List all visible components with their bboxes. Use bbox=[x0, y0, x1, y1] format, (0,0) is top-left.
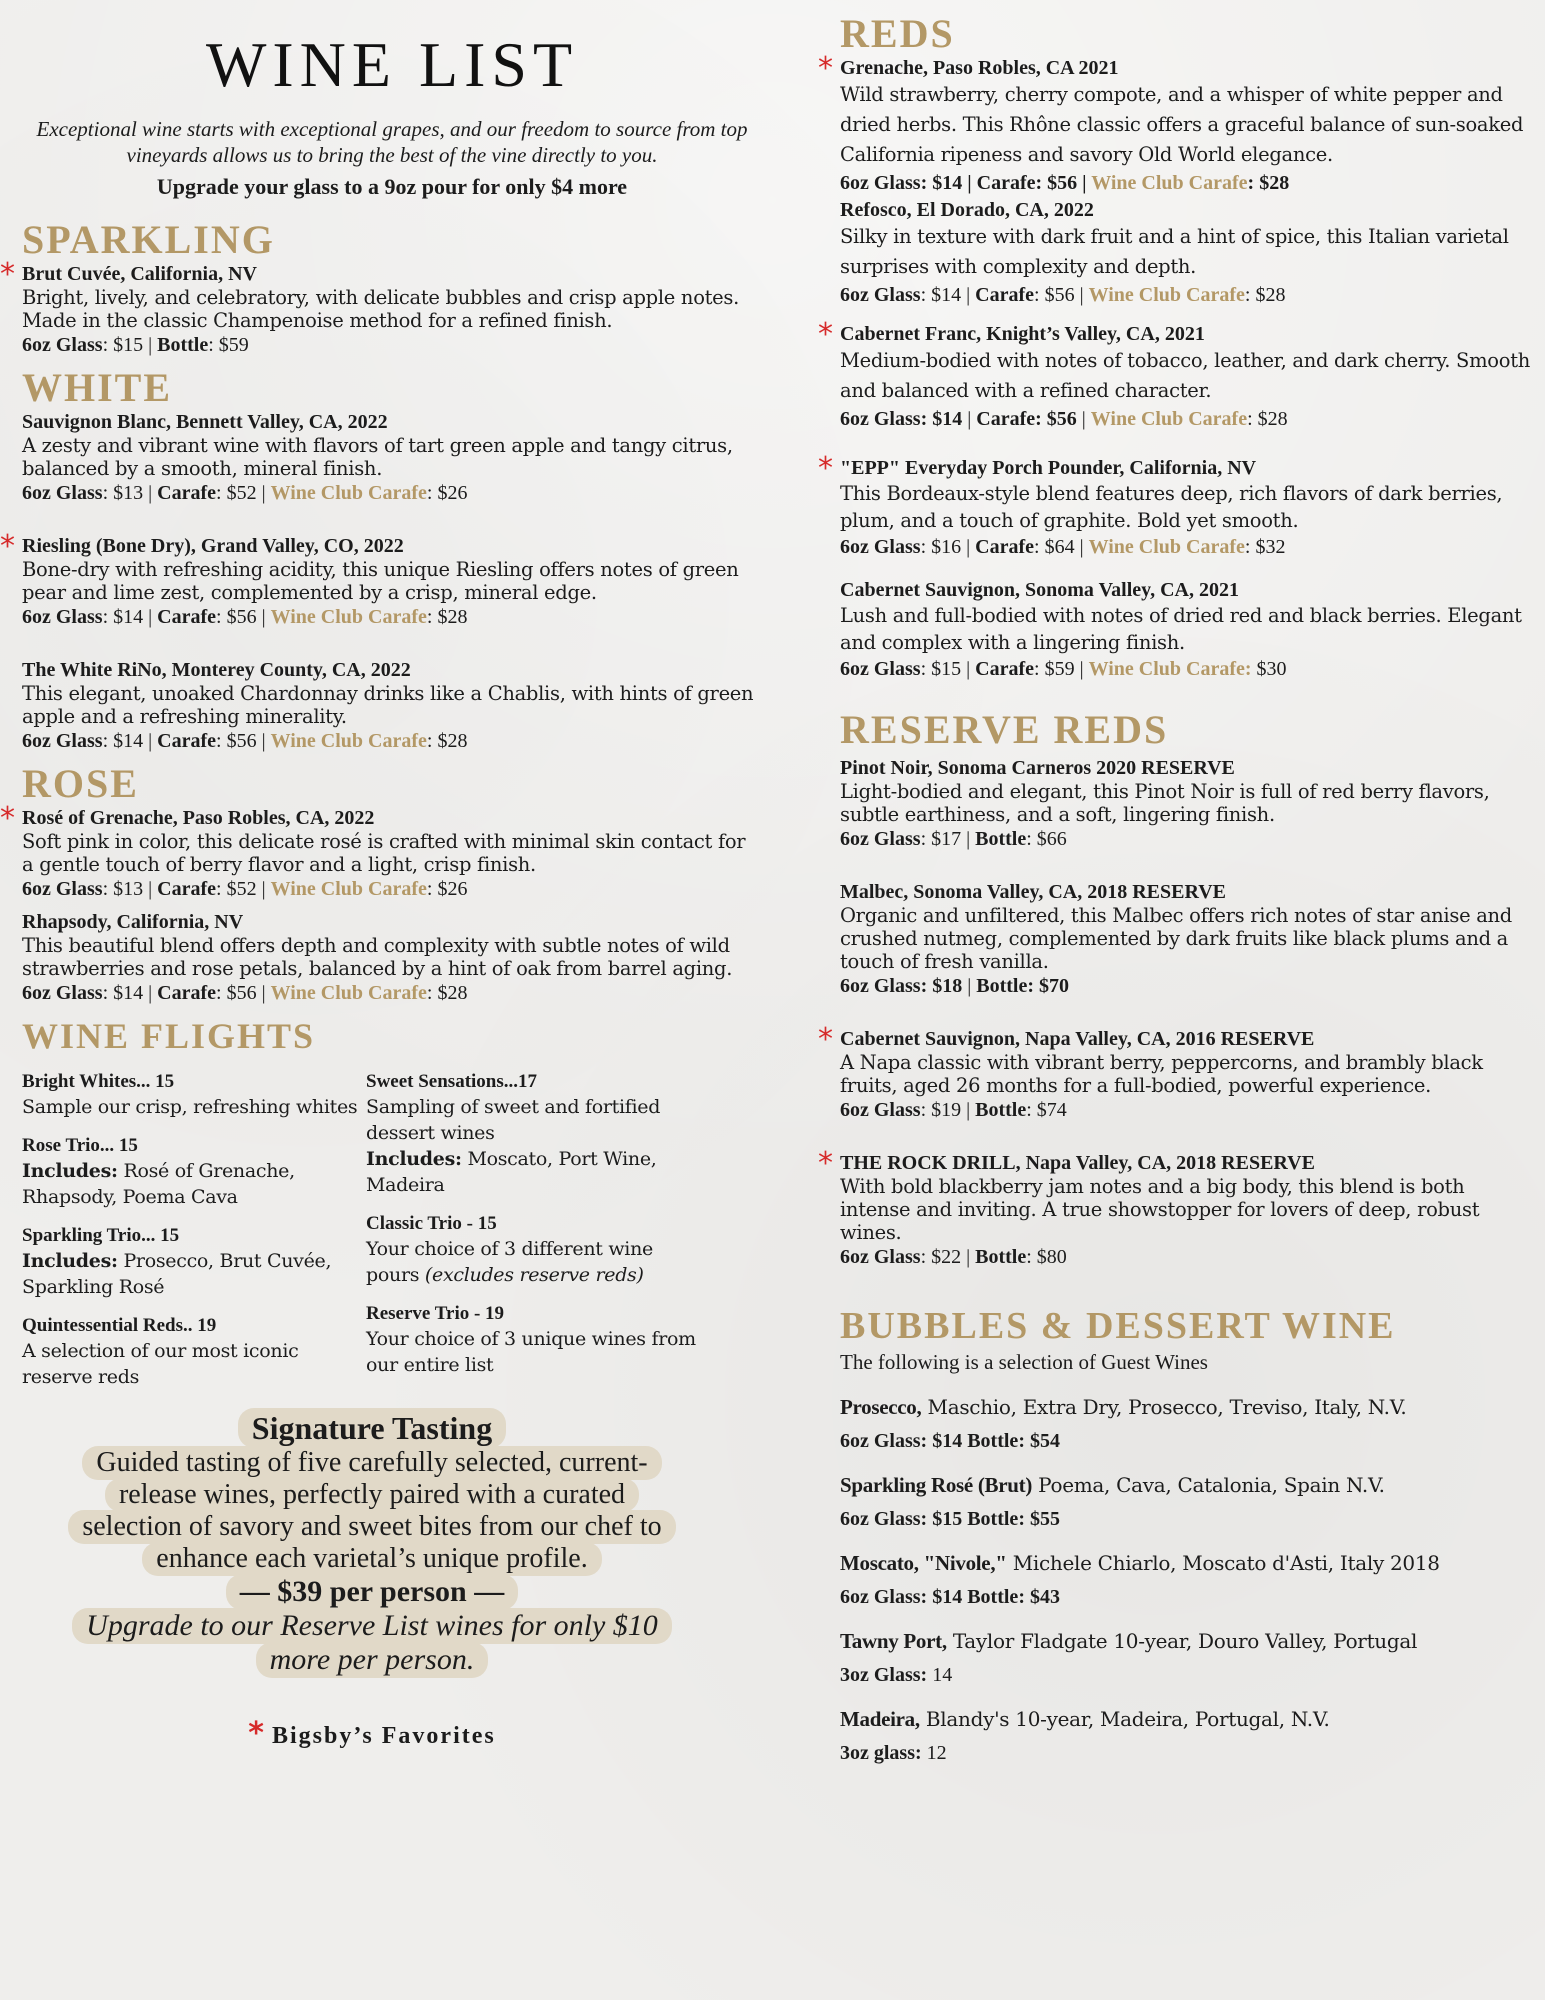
signature-line: release wines, perfectly paired with a curated bbox=[105, 1478, 639, 1512]
guest-wine-item bbox=[840, 1624, 1530, 1692]
flight-includes: Includes: Moscato, Port Wine, Madeira bbox=[366, 1148, 657, 1196]
favorite-star-icon: * bbox=[0, 529, 15, 564]
signature-line: selection of savory and sweet bites from our chef to bbox=[68, 1510, 675, 1544]
favorite-star-icon: * bbox=[0, 801, 15, 836]
wine-item bbox=[0, 529, 762, 630]
wine-item bbox=[818, 317, 1530, 432]
wine-name: Pinot Noir, Sonoma Carneros 2020 RESERVE bbox=[840, 757, 1235, 779]
wine-name: Riesling (Bone Dry), Grand Valley, CO, 2022 bbox=[22, 535, 404, 557]
wine-price: 6oz Glass: $14 | Carafe: $56 | Wine Club Carafe: $28 bbox=[22, 606, 468, 628]
wine-description: Medium-bodied with notes of tobacco, leather, and dark cherry. Smooth and balanced with a refined character. bbox=[840, 349, 1530, 402]
flight-description: Sample our crisp, refreshing whites bbox=[22, 1096, 358, 1118]
guest-wine-description: Prosecco, Maschio, Extra Dry, Prosecco, Treviso, Italy, N.V. bbox=[840, 1395, 1407, 1419]
section-reds bbox=[818, 11, 1530, 682]
flight-name: Reserve Trio - 19 bbox=[366, 1303, 505, 1324]
section-reserve-reds bbox=[818, 707, 1530, 1270]
wine-price: 6oz Glass: $15 | Bottle: $59 bbox=[22, 334, 249, 356]
wine-item bbox=[0, 801, 762, 902]
flights-column-right bbox=[366, 1070, 706, 1404]
wine-name: Malbec, Sonoma Valley, CA, 2018 RESERVE bbox=[840, 881, 1227, 903]
guest-wine-price: 6oz Glass: $14 Bottle: $43 bbox=[840, 1586, 1060, 1608]
wine-description: Lush and full-bodied with notes of dried red and black berries. Elegant and complex with a lingering finish. bbox=[840, 604, 1522, 654]
signature-line: Guided tasting of five carefully selected, current- bbox=[82, 1446, 661, 1480]
wine-name: Cabernet Franc, Knight’s Valley, CA, 2021 bbox=[840, 323, 1205, 345]
wine-name: Grenache, Paso Robles, CA 2021 bbox=[840, 57, 1119, 79]
wine-description: Bone-dry with refreshing acidity, this unique Riesling offers notes of green pear and lime zest, complemented by a crisp, mineral edge. bbox=[22, 558, 739, 604]
guest-wine-item bbox=[840, 1546, 1530, 1614]
section-title: WINE FLIGHTS bbox=[22, 1016, 316, 1056]
wine-price: 6oz Glass: $22 | Bottle: $80 bbox=[840, 1246, 1067, 1268]
wine-name: THE ROCK DRILL, Napa Valley, CA, 2018 RESERVE bbox=[840, 1152, 1315, 1174]
wine-description: Bright, lively, and celebratory, with delicate bubbles and crisp apple notes. Made in the classic Champenoise method for a refined finish. bbox=[22, 286, 740, 332]
favorites-legend: * Bigsby’s Favorites bbox=[248, 1716, 496, 1751]
guest-wine-item bbox=[840, 1702, 1530, 1770]
left-column bbox=[0, 18, 762, 1751]
wine-description: Wild strawberry, cherry compote, and a whisper of white pepper and dried herbs. This Rhône classic offers a graceful balance of sun-soaked California ripeness and savory Old World elegance. bbox=[840, 83, 1524, 166]
right-column bbox=[818, 11, 1530, 1780]
section-title: ROSE bbox=[22, 761, 139, 806]
wine-name: Sauvignon Blanc, Bennett Valley, CA, 2022 bbox=[22, 411, 388, 433]
guest-wine-description: Tawny Port, Taylor Fladgate 10-year, Douro Valley, Portugal bbox=[840, 1629, 1418, 1653]
guest-wine-price: 6oz Glass: $15 Bottle: $55 bbox=[840, 1508, 1060, 1530]
flight-description: Includes: Prosecco, Brut Cuvée, Sparkling Rosé bbox=[22, 1250, 332, 1298]
flight-description: Your choice of 3 different wine pours (excludes reserve reds) bbox=[366, 1238, 653, 1286]
flights-grid bbox=[22, 1070, 762, 1404]
section-title: REDS bbox=[840, 11, 955, 56]
flight-item bbox=[22, 1134, 362, 1210]
wine-item bbox=[840, 880, 1530, 999]
wine-item bbox=[22, 658, 762, 754]
flight-item bbox=[22, 1070, 362, 1120]
wine-description: This elegant, unoaked Chardonnay drinks like a Chablis, with hints of green apple and a refreshing minerality. bbox=[22, 682, 754, 728]
wine-price: 6oz Glass: $19 | Bottle: $74 bbox=[840, 1099, 1067, 1121]
flight-name: Rose Trio... 15 bbox=[22, 1135, 138, 1156]
wine-item bbox=[818, 1146, 1530, 1270]
guest-wine-price: 6oz Glass: $14 Bottle: $54 bbox=[840, 1430, 1060, 1452]
wine-item bbox=[818, 451, 1530, 560]
wine-description: This beautiful blend offers depth and complexity with subtle notes of wild strawberries and rose petals, balanced by a hint of oak from barrel aging. bbox=[22, 934, 733, 980]
guest-wine-description: Sparkling Rosé (Brut) Poema, Cava, Catalonia, Spain N.V. bbox=[840, 1473, 1385, 1497]
guest-wine-price: 3oz glass: 12 bbox=[840, 1742, 947, 1764]
flight-item bbox=[22, 1224, 362, 1300]
section-title: WHITE bbox=[22, 365, 173, 410]
section-title: SPARKLING bbox=[22, 217, 275, 262]
wine-price: 6oz Glass: $18 | Bottle: $70 bbox=[840, 975, 1070, 997]
wine-price: 6oz Glass: $13 | Carafe: $52 | Wine Club Carafe: $26 bbox=[22, 878, 468, 900]
wine-price: 6oz Glass: $14 | Carafe: $56 | Wine Club Carafe: $28 bbox=[840, 408, 1288, 430]
page-title: WINE LIST bbox=[205, 29, 579, 100]
wine-price: 6oz Glass: $14 | Carafe: $56 | Wine Club Carafe: $28 bbox=[840, 172, 1290, 194]
wine-item bbox=[840, 756, 1530, 852]
guest-wine-item bbox=[840, 1468, 1530, 1536]
section-white bbox=[0, 365, 762, 754]
flight-name: Quintessential Reds.. 19 bbox=[22, 1315, 217, 1336]
wine-description: With bold blackberry jam notes and a big body, this blend is both intense and inviting. A true showstopper for lovers of deep, robust wines. bbox=[840, 1175, 1480, 1244]
favorite-star-icon: * bbox=[818, 1022, 833, 1057]
section-rose bbox=[0, 761, 762, 1006]
wine-name: Rhapsody, California, NV bbox=[22, 911, 244, 933]
flight-name: Sweet Sensations...17 bbox=[366, 1071, 538, 1092]
wine-price: 6oz Glass: $16 | Carafe: $64 | Wine Club Carafe: $32 bbox=[840, 536, 1286, 558]
guest-wine-price: 3oz Glass: 14 bbox=[840, 1664, 953, 1686]
wine-description: Silky in texture with dark fruit and a hint of spice, this Italian varietal surprises with complexity and depth. bbox=[840, 225, 1509, 278]
wine-name: "EPP" Everyday Porch Pounder, California, NV bbox=[840, 457, 1257, 479]
flight-name: Sparkling Trio... 15 bbox=[22, 1225, 180, 1246]
wine-item bbox=[840, 578, 1530, 682]
wine-name: Refosco, El Dorado, CA, 2022 bbox=[840, 199, 1094, 221]
favorite-star-icon: * bbox=[818, 317, 833, 352]
flight-item bbox=[366, 1070, 706, 1198]
flight-item bbox=[366, 1212, 706, 1288]
section-sparkling bbox=[0, 217, 762, 358]
favorite-star-icon: * bbox=[818, 1146, 833, 1181]
wine-price: 6oz Glass: $14 | Carafe: $56 | Wine Club Carafe: $28 bbox=[22, 730, 468, 752]
wine-price: 6oz Glass: $15 | Carafe: $59 | Wine Club Carafe: $30 bbox=[840, 658, 1287, 680]
wine-price: 6oz Glass: $13 | Carafe: $52 | Wine Club Carafe: $26 bbox=[22, 482, 468, 504]
wine-description: Organic and unfiltered, this Malbec offers rich notes of star anise and crushed nutmeg, complemented by dark fruits like black plums and a touch of fresh vanilla. bbox=[840, 904, 1512, 973]
pour-upgrade-note: Upgrade your glass to a 9oz pour for only $4 more bbox=[156, 174, 628, 199]
signature-tasting bbox=[22, 1410, 722, 1678]
wine-description: Light-bodied and elegant, this Pinot Noir is full of red berry flavors, subtle earthiness, and a soft, lingering finish. bbox=[840, 780, 1490, 826]
flight-name: Bright Whites... 15 bbox=[22, 1071, 175, 1092]
wine-item bbox=[0, 257, 762, 358]
guest-wine-description: Madeira, Blandy's 10-year, Madeira, Portugal, N.V. bbox=[840, 1707, 1330, 1731]
flight-item bbox=[22, 1314, 362, 1390]
guest-wine-description: Moscato, "Nivole," Michele Chiarlo, Moscato d'Asti, Italy 2018 bbox=[840, 1551, 1440, 1575]
guest-wines-intro: The following is a selection of Guest Wines bbox=[840, 1350, 1208, 1374]
wine-item bbox=[818, 1022, 1530, 1123]
section-bubbles-dessert bbox=[840, 1304, 1530, 1770]
flight-item bbox=[366, 1302, 706, 1378]
section-title: RESERVE REDS bbox=[840, 707, 1169, 752]
wine-item bbox=[22, 410, 762, 506]
wine-item bbox=[840, 198, 1530, 308]
flight-name: Classic Trio - 15 bbox=[366, 1213, 497, 1234]
wine-name: Cabernet Sauvignon, Napa Valley, CA, 2016 RESERVE bbox=[840, 1028, 1315, 1050]
flight-description: A selection of our most iconic reserve reds bbox=[22, 1340, 299, 1388]
guest-wine-item bbox=[840, 1390, 1530, 1458]
wine-price: 6oz Glass: $14 | Carafe: $56 | Wine Club Carafe: $28 bbox=[22, 982, 468, 1004]
section-title: BUBBLES & DESSERT WINE bbox=[840, 1305, 1396, 1347]
wine-description: This Bordeaux-style blend features deep, rich flavors of dark berries, plum, and a touch of graphite. Bold yet smooth. bbox=[840, 482, 1503, 532]
section-wine-flights bbox=[22, 1014, 762, 1404]
wine-item bbox=[818, 51, 1530, 196]
signature-upgrade-line: more per person. bbox=[256, 1642, 489, 1678]
signature-line: enhance each varietal’s unique profile. bbox=[142, 1542, 601, 1576]
wine-price: 6oz Glass: $17 | Bottle: $66 bbox=[840, 828, 1067, 850]
favorite-star-icon: * bbox=[248, 1716, 266, 1751]
favorite-star-icon: * bbox=[818, 51, 833, 86]
wine-name: The White RiNo, Monterey County, CA, 2022 bbox=[22, 659, 411, 681]
flight-description: Includes: Rosé of Grenache, Rhapsody, Poema Cava bbox=[22, 1160, 295, 1208]
wine-description: Soft pink in color, this delicate rosé is crafted with minimal skin contact for a gentle touch of berry flavor and a light, crisp finish. bbox=[22, 830, 746, 876]
signature-price: — $39 per person — bbox=[226, 1574, 518, 1610]
wine-description: A zesty and vibrant wine with flavors of tart green apple and tangy citrus, balanced by a smooth, mineral finish. bbox=[22, 434, 733, 480]
signature-upgrade-line: Upgrade to our Reserve List wines for only $10 bbox=[72, 1608, 672, 1644]
favorite-star-icon: * bbox=[818, 451, 833, 486]
wine-item bbox=[22, 910, 762, 1006]
flight-description: Your choice of 3 unique wines from our entire list bbox=[366, 1328, 696, 1376]
wine-name: Cabernet Sauvignon, Sonoma Valley, CA, 2021 bbox=[840, 579, 1239, 601]
signature-title: Signature Tasting bbox=[238, 1408, 506, 1448]
favorite-star-icon: * bbox=[0, 257, 15, 292]
wine-name: Brut Cuvée, California, NV bbox=[22, 263, 257, 285]
wine-price: 6oz Glass: $14 | Carafe: $56 | Wine Club Carafe: $28 bbox=[840, 284, 1286, 306]
intro-text: Exceptional wine starts with exceptional grapes, and our freedom to source from top vineyards allows us to bring the best of the vine directly to you. bbox=[36, 117, 748, 167]
wine-description: A Napa classic with vibrant berry, peppercorns, and brambly black fruits, aged 26 months for a full-bodied, powerful experience. bbox=[840, 1051, 1483, 1097]
flight-description: Sampling of sweet and fortified dessert wines bbox=[366, 1096, 661, 1144]
flights-column-left bbox=[22, 1070, 362, 1404]
wine-name: Rosé of Grenache, Paso Robles, CA, 2022 bbox=[22, 807, 375, 829]
